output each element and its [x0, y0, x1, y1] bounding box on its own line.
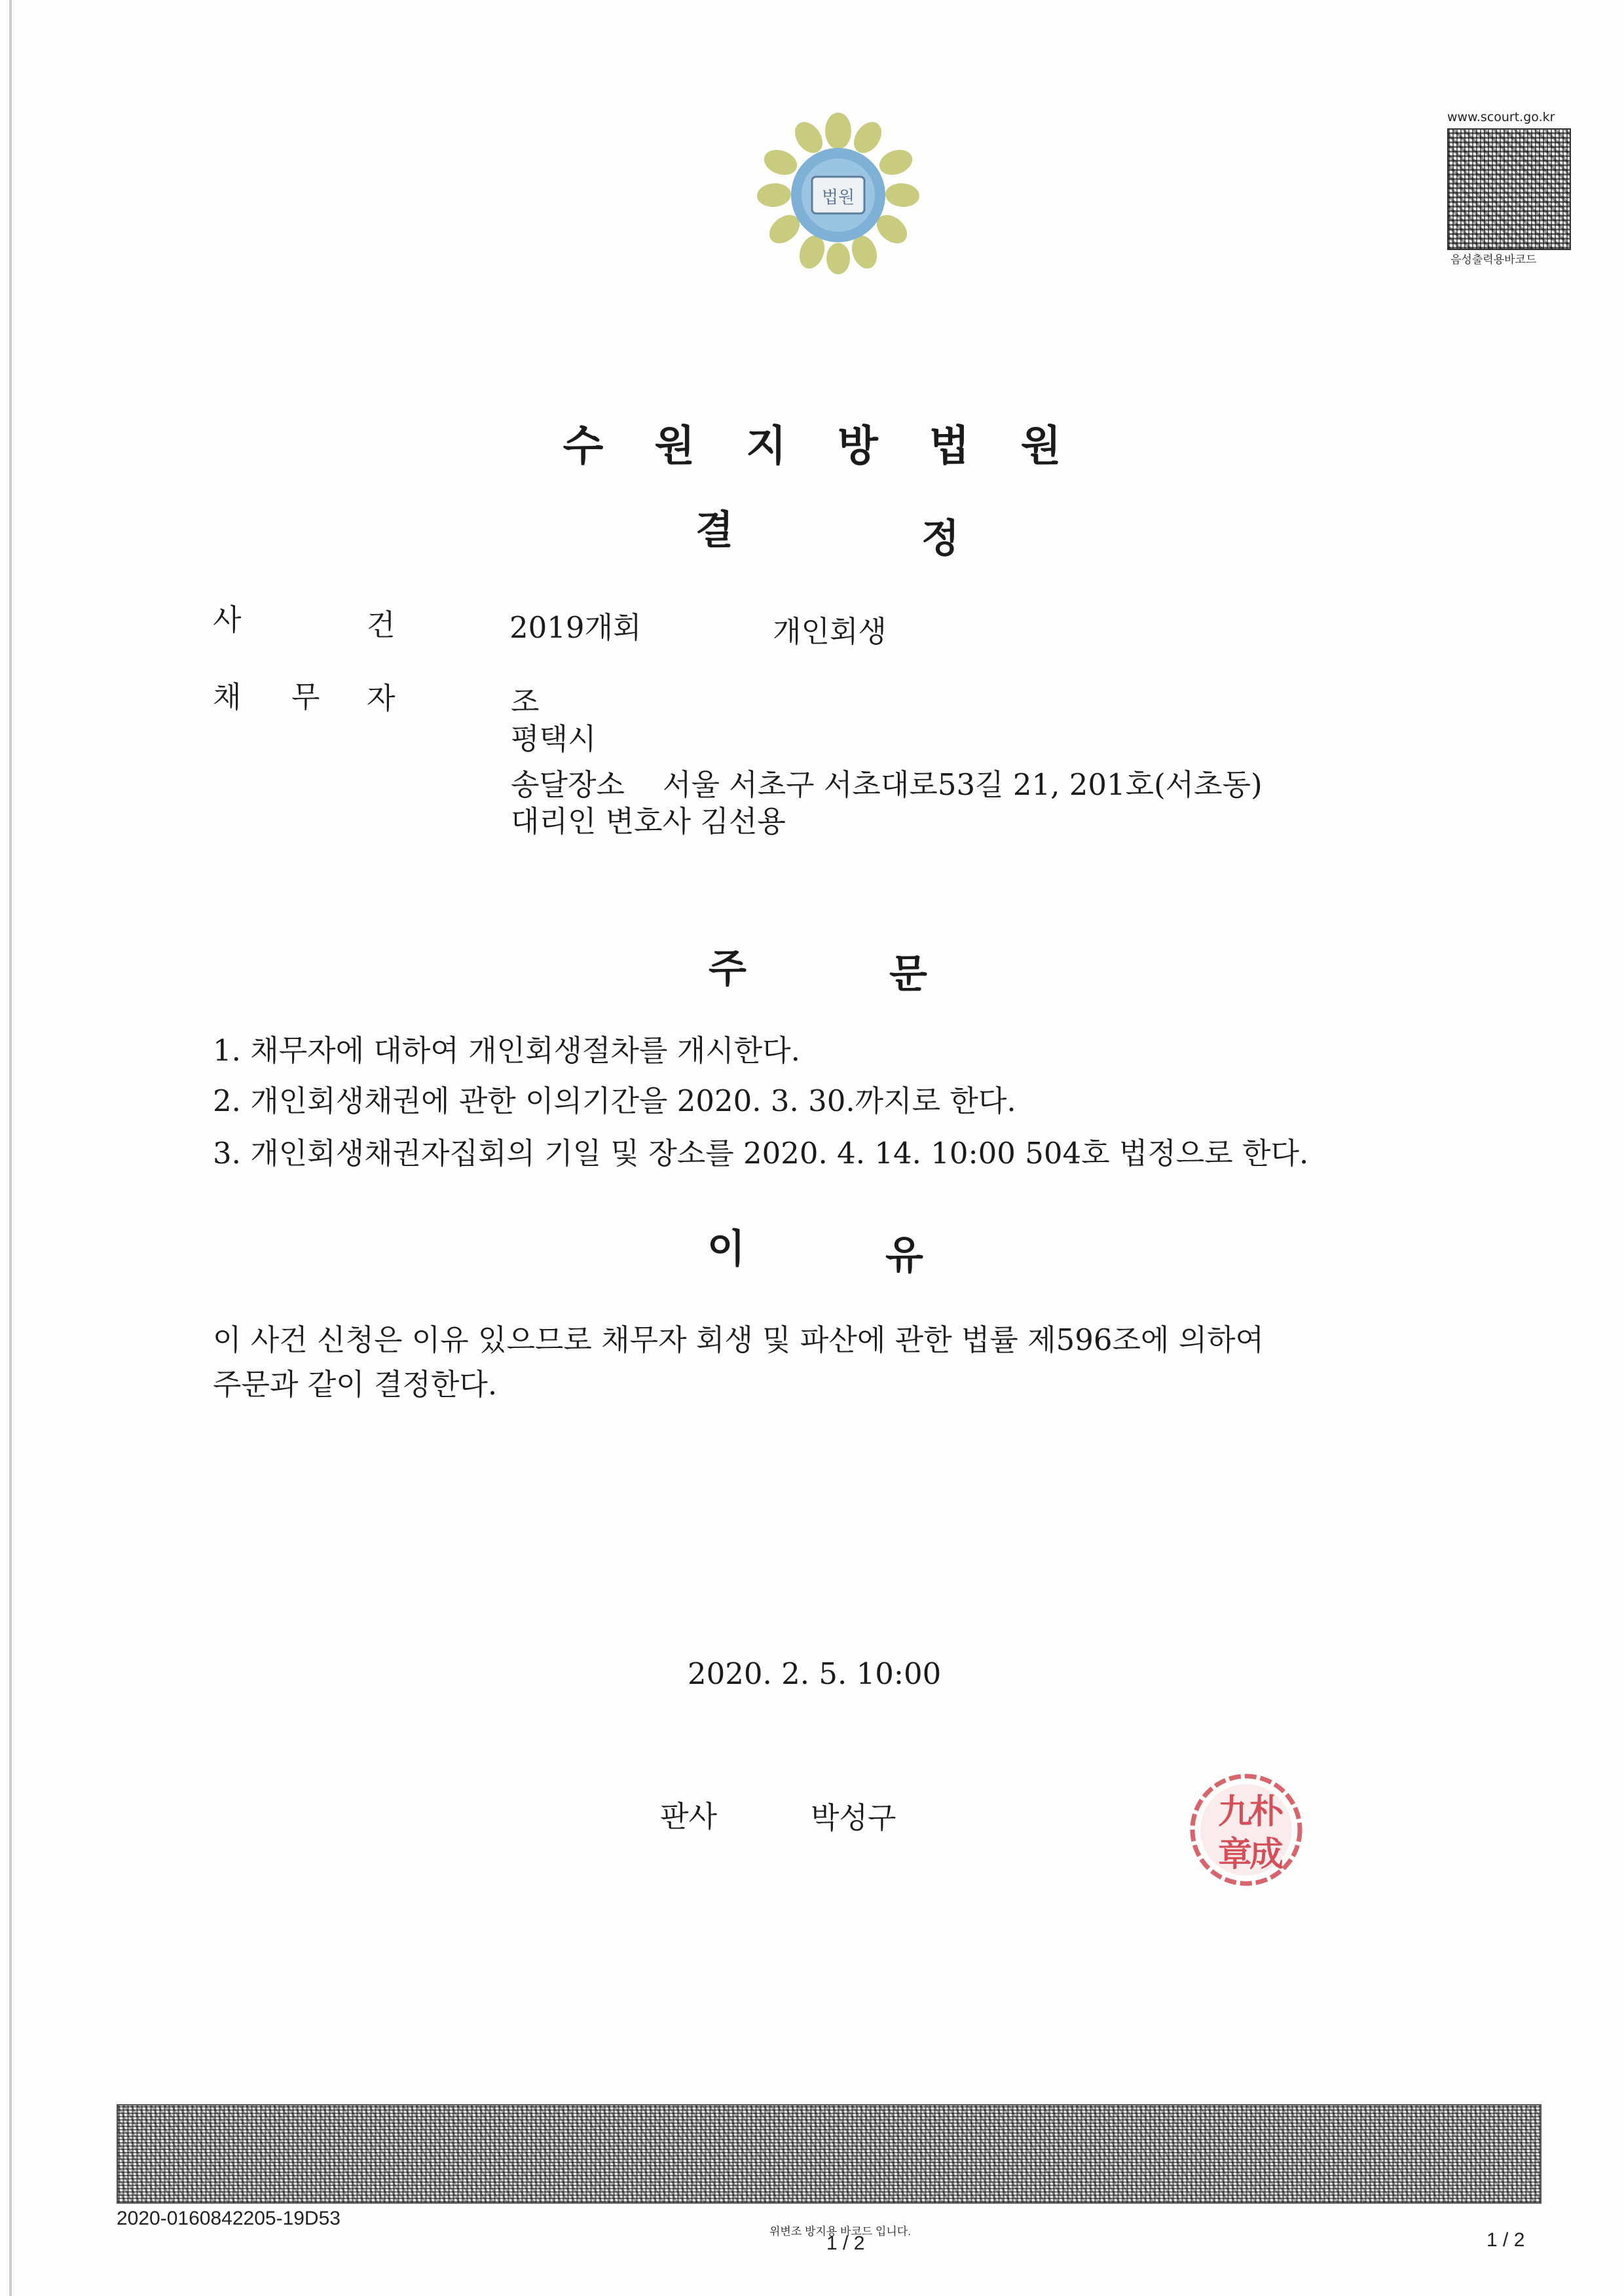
qr-code [1447, 128, 1571, 250]
judge-title: 판사 [660, 1799, 717, 1834]
qr-url: www.scourt.go.kr [1447, 110, 1555, 124]
debtor-label-2: 무 [291, 680, 320, 714]
judge-name: 박성구 [811, 1800, 896, 1835]
scan-edge [9, 0, 12, 2296]
debtor-agent: 대리인 변호사 김선용 [511, 804, 786, 839]
order-item-1: 1. 채무자에 대하여 개인회생절차를 개시한다. [213, 1033, 800, 1068]
reason-line-2: 주문과 같이 결정한다. [213, 1367, 498, 1402]
debtor-label-3: 자 [367, 681, 396, 716]
case-label-1: 사 [213, 602, 242, 637]
court-name: 수원지방법원 [563, 422, 1113, 471]
svg-text:成: 成 [1249, 1834, 1284, 1874]
case-type: 개인회생 [773, 614, 887, 649]
document-id: 2020-0160842205-19D53 [117, 2208, 341, 2229]
order-heading-left: 주 [709, 946, 747, 992]
decision-date: 2020. 2. 5. 10:00 [688, 1656, 942, 1691]
order-item-2: 2. 개인회생채권에 관한 이의기간을 2020. 3. 30.까지로 한다. [213, 1084, 1016, 1118]
reason-heading-left: 이 [707, 1226, 745, 1272]
reason-line-1: 이 사건 신청은 이유 있으므로 채무자 회생 및 파산에 관한 법률 제596조에 의하여 [213, 1322, 1264, 1357]
barcode-note: 위변조 방지용 바코드 입니다. [769, 2225, 911, 2238]
svg-text:章: 章 [1218, 1834, 1253, 1874]
debtor-label-1: 채 [213, 680, 242, 714]
court-emblem [747, 111, 930, 275]
anti-forgery-barcode [117, 2104, 1541, 2204]
page-number-center: 1 / 2 [826, 2232, 865, 2254]
svg-text:九: 九 [1218, 1792, 1253, 1832]
order-item-3: 3. 개인회생채권자집회의 기일 및 장소를 2020. 4. 14. 10:00 504호 법정으로 한다. [213, 1136, 1309, 1171]
order-heading-right: 문 [889, 951, 927, 997]
case-label-2: 건 [367, 608, 396, 642]
service-address: 서울 서초구 서초대로53길 21, 201호(서초동) [663, 767, 1263, 802]
judge-seal [1184, 1764, 1308, 1895]
doc-title-right: 정 [921, 516, 959, 562]
case-number: 2019개회 [509, 610, 642, 645]
debtor-name: 조 [511, 684, 540, 719]
doc-title-left: 결 [695, 507, 733, 553]
qr-label: 음성출력용바코드 [1450, 253, 1537, 266]
emblem-text: 법원 [821, 188, 855, 208]
reason-heading-right: 유 [885, 1233, 923, 1279]
debtor-address: 평택시 [511, 721, 597, 756]
svg-text:朴: 朴 [1249, 1792, 1284, 1832]
service-label: 송달장소 [511, 767, 625, 802]
page-number-right: 1 / 2 [1486, 2229, 1525, 2251]
